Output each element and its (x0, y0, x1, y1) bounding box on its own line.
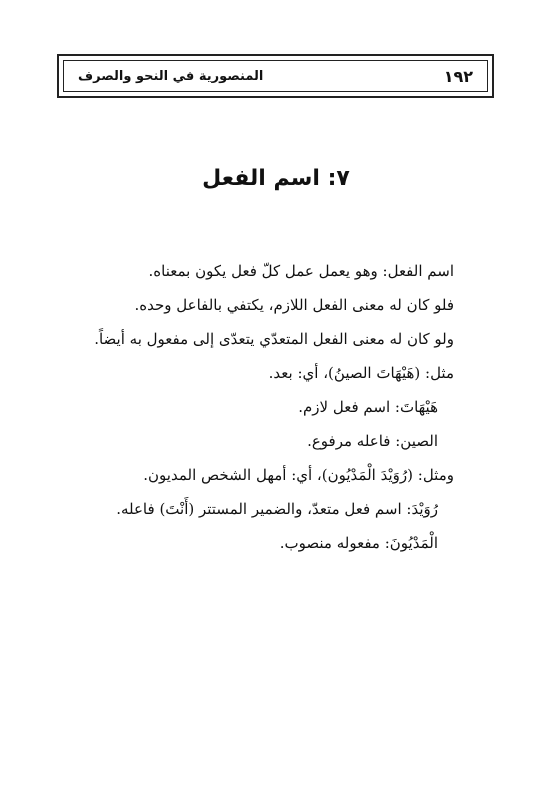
text-line: هَيْهَاتَ: اسم فعل لازم. (298, 398, 438, 416)
header-frame (63, 60, 488, 92)
chapter-title: ٧: اسم الفعل (202, 166, 350, 191)
text-line: مثل: (هَيْهَاتَ الصينُ)، أي: بعد. (268, 364, 454, 382)
text-line: الصين: فاعله مرفوع. (307, 432, 438, 450)
page-header (57, 54, 494, 98)
body-text (94, 254, 454, 560)
page-number: ١٩٢ (443, 66, 473, 86)
text-line: رُوَيْدَ: اسم فعل متعدّ، والضمير المستتر (أَنْتَ) فاعله. (116, 500, 438, 518)
text-line: فلو كان له معنى الفعل اللازم، يكتفي بالفاعل وحده. (134, 296, 454, 314)
text-line: اسم الفعل: وهو يعمل عمل كلّ فعل يكون بمعناه. (148, 262, 454, 280)
book-title: المنصورية في النحو والصرف (78, 68, 264, 84)
text-line: ولو كان له معنى الفعل المتعدّي يتعدّى إلى مفعول به أيضاً. (94, 330, 454, 348)
text-line: الْمَدْيُونَ: مفعوله منصوب. (279, 534, 438, 552)
text-line: ومثل: (رُوَيْدَ الْمَدْيُون)، أي: أمهل الشخص المديون. (143, 466, 454, 484)
